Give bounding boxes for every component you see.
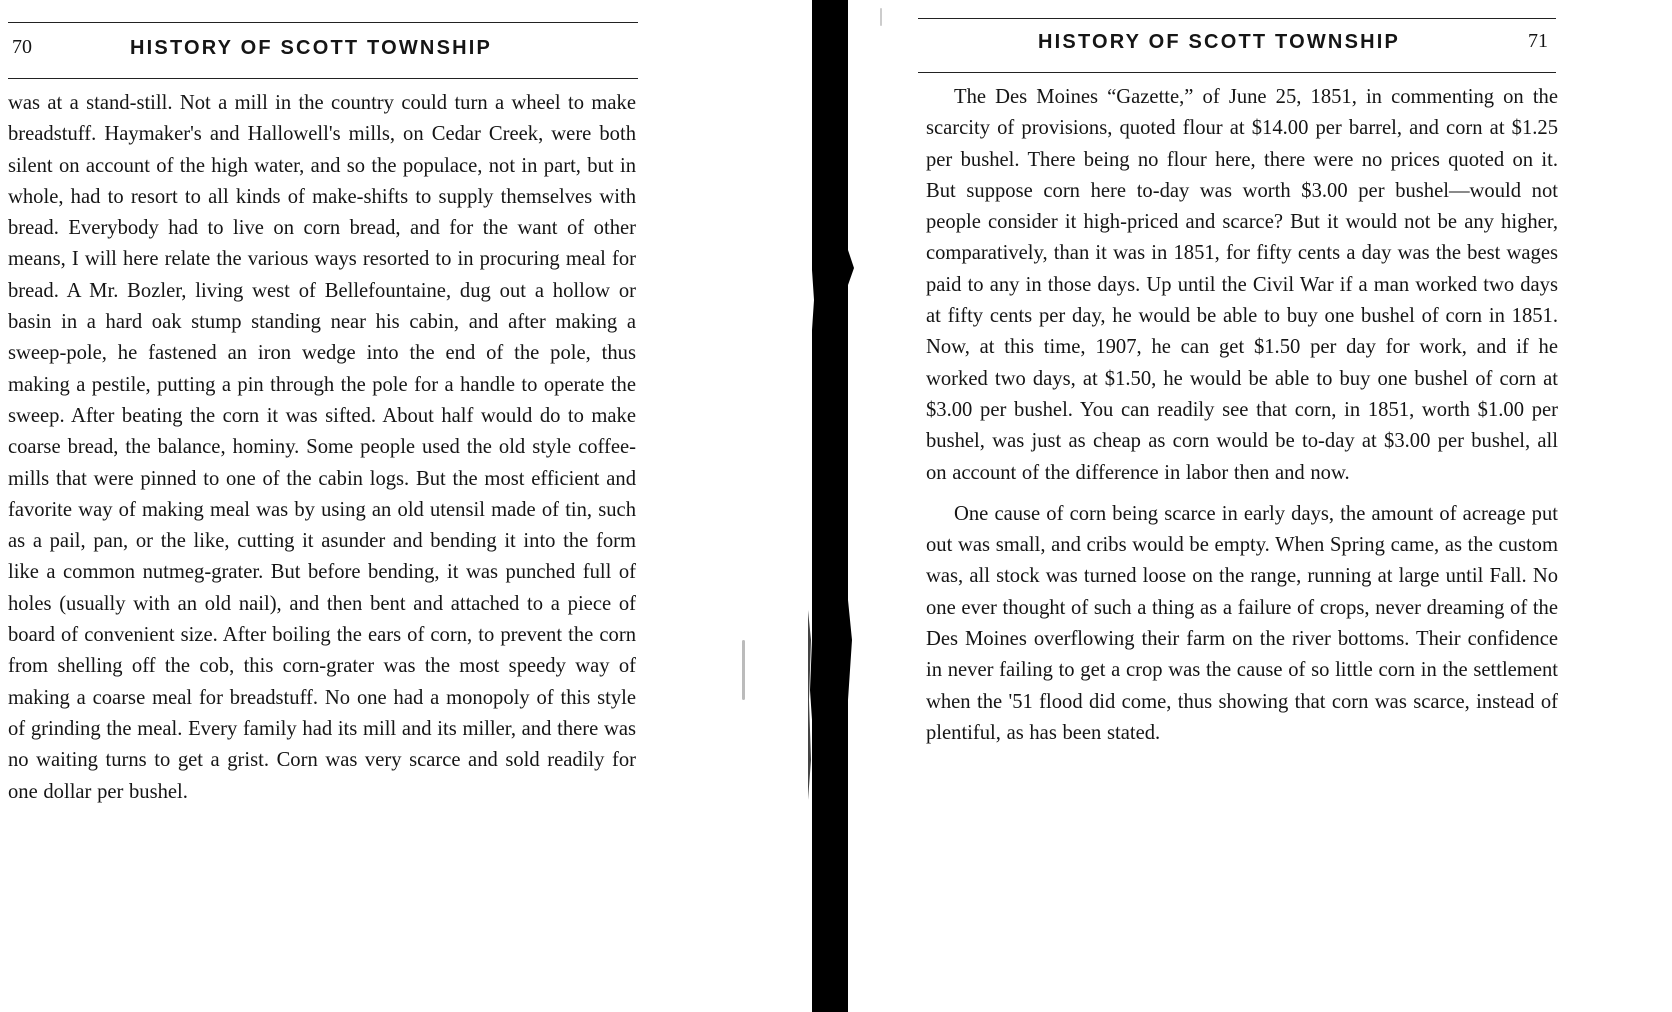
top-rule bbox=[8, 22, 638, 23]
page-number: 71 bbox=[1528, 30, 1548, 52]
page-number: 70 bbox=[12, 36, 32, 58]
right-page bbox=[926, 0, 1672, 1012]
binding-gutter bbox=[808, 0, 854, 1012]
top-rule bbox=[918, 18, 1556, 19]
body-text bbox=[8, 88, 636, 808]
scan-artifact bbox=[880, 8, 882, 26]
running-head: HISTORY OF SCOTT TOWNSHIP bbox=[130, 37, 493, 59]
header-rule bbox=[918, 72, 1556, 73]
running-head: HISTORY OF SCOTT TOWNSHIP bbox=[1038, 31, 1401, 53]
header-rule bbox=[8, 78, 638, 79]
page-header bbox=[8, 32, 638, 66]
page-header bbox=[918, 26, 1556, 60]
scan-artifact bbox=[742, 640, 745, 700]
paragraph: One cause of corn being scarce in early days, the amount of acreage put out was small, and cribs would be empty. When Spring came, as the custom was, all stock was turned loose on the range, running at large until Fall. No one ever thought of such a thing as a failure of crops, never dreaming of the Des Moines overflowing their farm on the river bottoms. Their confidence in never failing to get a crop was the cause of so little corn in the settlement when the '51 flood did come, thus showing that corn was scarce, instead of plentiful, as has been stated. bbox=[926, 502, 1558, 744]
paragraph: The Des Moines “Gazette,” of June 25, 1851, in commenting on the scarcity of provisions, quoted flour at $14.00 per barrel, and corn at $1.25 per bushel. There being no flour here, there were no prices quoted on it. But suppose corn here to-day was worth $3.00 per bushel—would not people consider it high-priced and scarce? But it would not be any higher, comparatively, than it was in 1851, for fifty cents a day was the best wages paid to any in those days. Up until the Civil War if a man worked two days at fifty cents per day, he would be able to buy one bushel of corn in 1851. Now, at this time, 1907, he can get $1.50 per day for work, and if he worked two days, at $1.50, he would be able to buy one bushel of corn at $3.00 per bushel. You can readily see that corn, in 1851, worth $1.00 per bushel, was just as cheap as corn would be to-day at $3.00 per bushel, all on account of the difference in labor then and now. bbox=[926, 86, 1558, 484]
left-page bbox=[0, 0, 690, 1012]
body-text bbox=[926, 82, 1558, 749]
paragraph: was at a stand-still. Not a mill in the country could turn a wheel to make breadstuff. Haymaker's and Hallowell's mills, on Cedar Creek, were both silent on account of the high water, and so the populace, not in part, but in whole, had to resort to all kinds of make-shifts to supply themselves with bread. Everybody had to live on corn bread, and for the want of other means, I will here relate the various ways resorted to in procuring meal for bread. A Mr. Bozler, living west of Bellefountaine, dug out a hollow or basin in a hard oak stump standing near his cabin, and after making a sweep-pole, he fastened an iron wedge into the end of the pole, thus making a pestile, putting a pin through the pole for a handle to operate the sweep. After beating the corn it was sifted. About half would do to make coarse bread, the balance, hominy. Some people used the old style coffee-mills that were pinned to one of the cabin logs. But the most efficient and favorite way of making meal was by using an old utensil made of tin, such as a pail, pan, or the like, cutting it asunder and bending it into the form like a common nutmeg-grater. But before bending, it was punched full of holes (usually with an old nail), and then bent and attached to a piece of board of convenient size. After boiling the ears of corn, to prevent the corn from shelling off the cob, this corn-grater was the most speedy way of making a coarse meal for breadstuff. No one had a monopoly of this style of grinding the meal. Every family had its mill and its miller, and there was no waiting turns to get a grist. Corn was very scarce and sold readily for one dollar per bushel. bbox=[8, 92, 636, 803]
